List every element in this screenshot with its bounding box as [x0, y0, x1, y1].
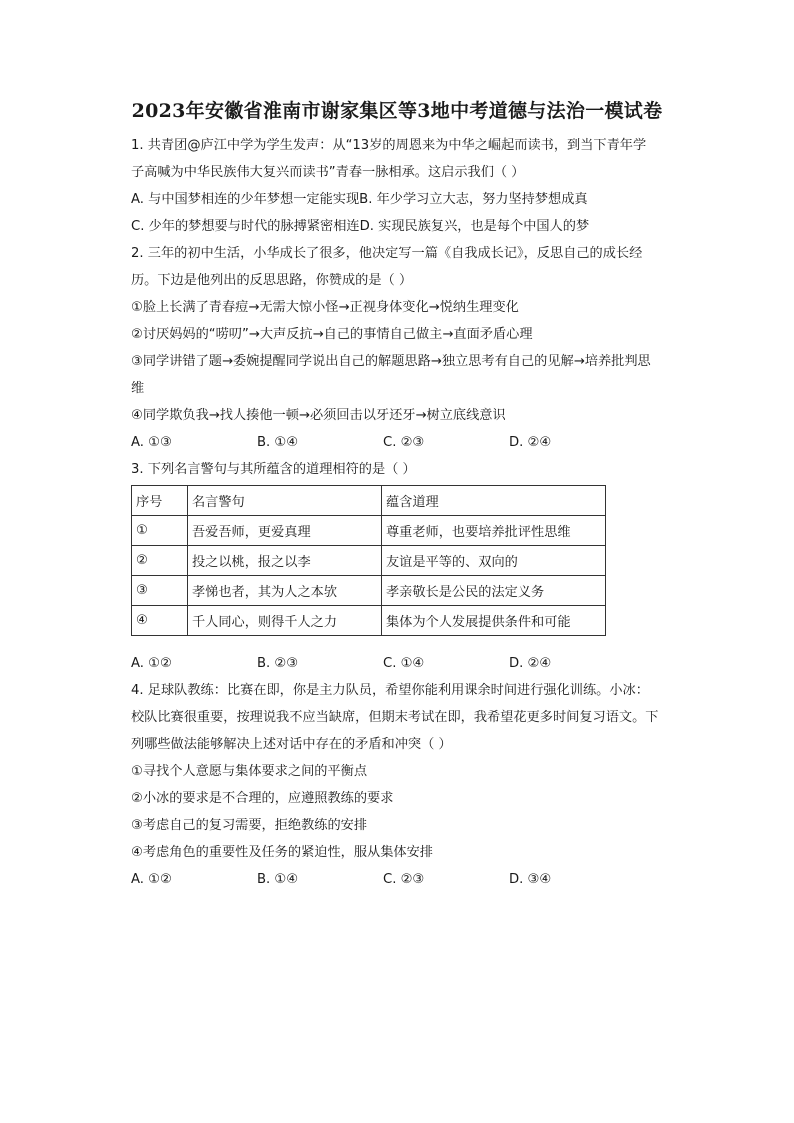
- statement-2: ②小冰的要求是不合理的，应遵照教练的要求: [131, 791, 394, 806]
- question-stem-line: 子高喊为中华民族伟大复兴而读书”青春一脉相承。这启示我们（ ）: [131, 165, 525, 180]
- statement-1: ①寻找个人意愿与集体要求之间的平衡点: [131, 764, 368, 779]
- choice-c[interactable]: C. ②③: [383, 435, 425, 450]
- option-b[interactable]: B. 年少学习立大志，努力坚持梦想成真: [359, 192, 588, 207]
- choice-row: [131, 650, 691, 677]
- page-title: 2023年安徽省淮南市谢家集区等3地中考道德与法治一模试卷: [131, 100, 663, 122]
- choice-b[interactable]: B. ①④: [257, 435, 299, 450]
- statement-1: ①脸上长满了青春痘→无需大惊小怪→正视身体变化→悦纳生理变化: [131, 300, 519, 315]
- question-stem-line: 校队比赛很重要，按理说我不应当缺席，但期末考试在即，我希望花更多时间复习语文。下: [131, 710, 659, 725]
- choice-b[interactable]: B. ①④: [257, 872, 299, 887]
- option-row: [131, 186, 691, 213]
- choice-b[interactable]: B. ②③: [257, 656, 299, 671]
- choice-c[interactable]: C. ②③: [383, 872, 425, 887]
- table-header-cell: 序号: [132, 486, 188, 516]
- option-row: [131, 213, 691, 240]
- choice-c[interactable]: C. ①④: [383, 656, 425, 671]
- statement-3: ③同学讲错了题→委婉提醒同学说出自己的解题思路→独立思考有自己的见解→培养批判思: [131, 354, 651, 369]
- spacer: [131, 636, 691, 650]
- table-cell: ④: [132, 606, 188, 636]
- question-2: [131, 240, 691, 456]
- option-c[interactable]: C. 少年的梦想要与时代的脉搏紧密相连: [131, 219, 360, 234]
- maxims-table: [131, 485, 606, 636]
- table-row: [132, 576, 606, 606]
- question-stem-line: 1. 共青团@庐江中学为学生发声：从“13岁的周恩来为中华之崛起而读书，到当下青年学: [131, 138, 647, 153]
- option-a[interactable]: A. 与中国梦相连的少年梦想一定能实现: [131, 192, 360, 207]
- table-header-row: [132, 486, 606, 516]
- table-row: [132, 546, 606, 576]
- table-cell: 孝悌也者，其为人之本欤: [188, 576, 382, 606]
- table-cell: 投之以桃，报之以李: [188, 546, 382, 576]
- question-stem-line: 列哪些做法能够解决上述对话中存在的矛盾和冲突（ ）: [131, 737, 452, 752]
- question-list: [131, 132, 691, 893]
- choice-d[interactable]: D. ③④: [509, 872, 552, 887]
- table-cell: 尊重老师，也要培养批评性思维: [382, 516, 606, 546]
- table-cell: 孝亲敬长是公民的法定义务: [382, 576, 606, 606]
- table-cell: 友谊是平等的、双向的: [382, 546, 606, 576]
- question-4: [131, 677, 691, 893]
- table-row: [132, 606, 606, 636]
- table-cell: ③: [132, 576, 188, 606]
- statement-4: ④同学欺负我→找人揍他一顿→必须回击以牙还牙→树立底线意识: [131, 408, 506, 423]
- choice-d[interactable]: D. ②④: [509, 435, 552, 450]
- table-header-cell: 蕴含道理: [382, 486, 606, 516]
- statement-3: ③考虑自己的复习需要，拒绝教练的安排: [131, 818, 368, 833]
- question-stem-line: 3. 下列名言警句与其所蕴含的道理相符的是（ ）: [131, 462, 416, 477]
- question-stem-line: 2. 三年的初中生活，小华成长了很多，他决定写一篇《自我成长记》，反思自己的成长经: [131, 246, 643, 261]
- option-d[interactable]: D. 实现民族复兴，也是每个中国人的梦: [359, 219, 590, 234]
- question-1: [131, 132, 691, 240]
- choice-row: [131, 866, 691, 893]
- statement-2: ②讨厌妈妈的“唠叨”→大声反抗→自己的事情自己做主→直面矛盾心理: [131, 327, 533, 342]
- table-cell: ①: [132, 516, 188, 546]
- choice-d[interactable]: D. ②④: [509, 656, 552, 671]
- choice-row: [131, 429, 691, 456]
- table-row: [132, 516, 606, 546]
- table-cell: ②: [132, 546, 188, 576]
- choice-a[interactable]: A. ①②: [131, 656, 172, 671]
- question-stem-line: 4. 足球队教练：比赛在即，你是主力队员，希望你能利用课余时间进行强化训练。小冰：: [131, 683, 649, 698]
- statement-3-continued: 维: [131, 381, 145, 396]
- table-header-cell: 名言警句: [188, 486, 382, 516]
- choice-a[interactable]: A. ①②: [131, 872, 172, 887]
- table-cell: 千人同心，则得千人之力: [188, 606, 382, 636]
- question-3: [131, 456, 691, 677]
- table-cell: 吾爱吾师，更爱真理: [188, 516, 382, 546]
- choice-a[interactable]: A. ①③: [131, 435, 172, 450]
- table-cell: 集体为个人发展提供条件和可能: [382, 606, 606, 636]
- question-stem-line: 历。下边是他列出的反思思路，你赞成的是（ ）: [131, 273, 413, 288]
- statement-4: ④考虑角色的重要性及任务的紧迫性，服从集体安排: [131, 845, 433, 860]
